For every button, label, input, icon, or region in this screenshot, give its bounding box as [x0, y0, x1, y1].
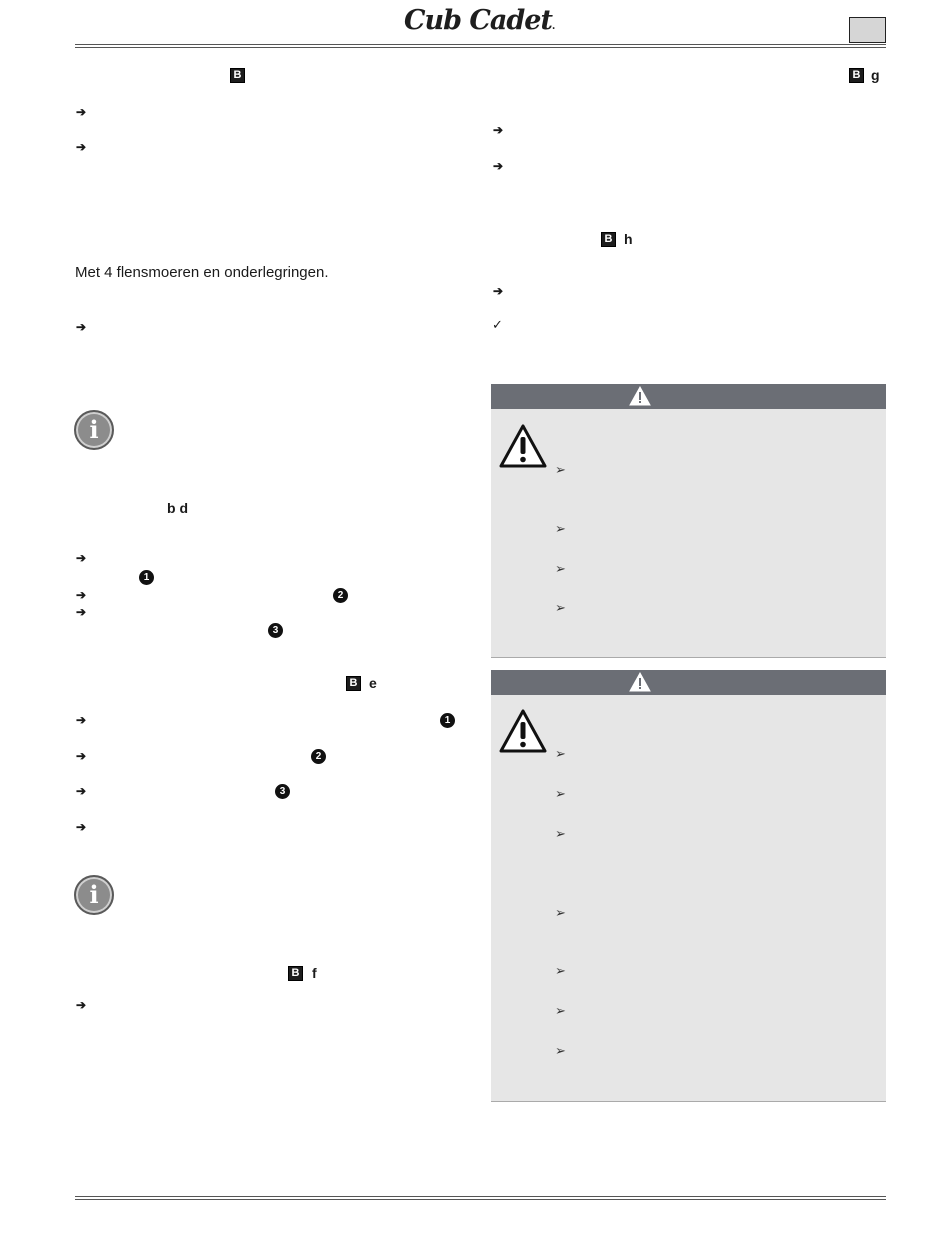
arrow-icon: ➔ [76, 140, 87, 154]
arrow-icon: ➔ [76, 820, 87, 834]
figure-b-marker: B [849, 68, 864, 83]
arrow-icon: ➔ [76, 998, 87, 1012]
cub-cadet-logo: Cub Cadet. [404, 5, 555, 36]
arrow-icon: ➔ [76, 588, 87, 602]
figure-h-label: h [624, 231, 633, 247]
step-number-3: 3 [275, 784, 290, 799]
warning-large-icon [498, 423, 548, 469]
arrow-icon: ➔ [76, 105, 87, 119]
arrow-icon: ➔ [76, 320, 87, 334]
warning-panel-2 [491, 670, 886, 1102]
info-icon: i [74, 875, 114, 915]
footer-rule [75, 1196, 886, 1197]
warning-header-bar [491, 670, 886, 695]
arrow-icon: ➔ [76, 713, 87, 727]
chevron-icon: ➢ [555, 521, 566, 536]
figure-bd-label: b d [167, 500, 188, 516]
chevron-icon: ➢ [555, 905, 566, 920]
chevron-icon: ➢ [555, 600, 566, 615]
flange-note: Met 4 flensmoeren en onderlegringen. [75, 264, 329, 281]
chevron-icon: ➢ [555, 963, 566, 978]
warning-panel-1 [491, 384, 886, 658]
figure-g-label: g [871, 67, 880, 83]
language-box [849, 17, 886, 43]
arrow-icon: ➔ [493, 159, 504, 173]
chevron-icon: ➢ [555, 786, 566, 801]
warning-header-bar [491, 384, 886, 409]
step-number-1: 1 [139, 570, 154, 585]
arrow-icon: ➔ [76, 605, 87, 619]
footer-rule-2 [75, 1199, 886, 1200]
info-icon: i [74, 410, 114, 450]
figure-b-marker: B [346, 676, 361, 691]
arrow-icon: ➔ [76, 551, 87, 565]
arrow-icon: ➔ [76, 784, 87, 798]
chevron-icon: ➢ [555, 561, 566, 576]
warning-large-icon [498, 708, 548, 754]
figure-b-marker: B [230, 68, 245, 83]
step-number-2: 2 [311, 749, 326, 764]
figure-b-marker: B [601, 232, 616, 247]
arrow-icon: ➔ [493, 123, 504, 137]
figure-f-label: f [312, 965, 317, 981]
step-number-1: 1 [440, 713, 455, 728]
chevron-icon: ➢ [555, 746, 566, 761]
header-rule-2 [75, 47, 886, 48]
chevron-icon: ➢ [555, 1043, 566, 1058]
chevron-icon: ➢ [555, 462, 566, 477]
check-icon: ✓ [492, 317, 503, 332]
chevron-icon: ➢ [555, 1003, 566, 1018]
header-rule [75, 44, 886, 45]
figure-e-label: e [369, 675, 377, 691]
figure-b-marker: B [288, 966, 303, 981]
arrow-icon: ➔ [493, 284, 504, 298]
warning-small-icon [629, 672, 651, 692]
warning-small-icon [629, 386, 651, 406]
arrow-icon: ➔ [76, 749, 87, 763]
chevron-icon: ➢ [555, 826, 566, 841]
step-number-3: 3 [268, 623, 283, 638]
step-number-2: 2 [333, 588, 348, 603]
